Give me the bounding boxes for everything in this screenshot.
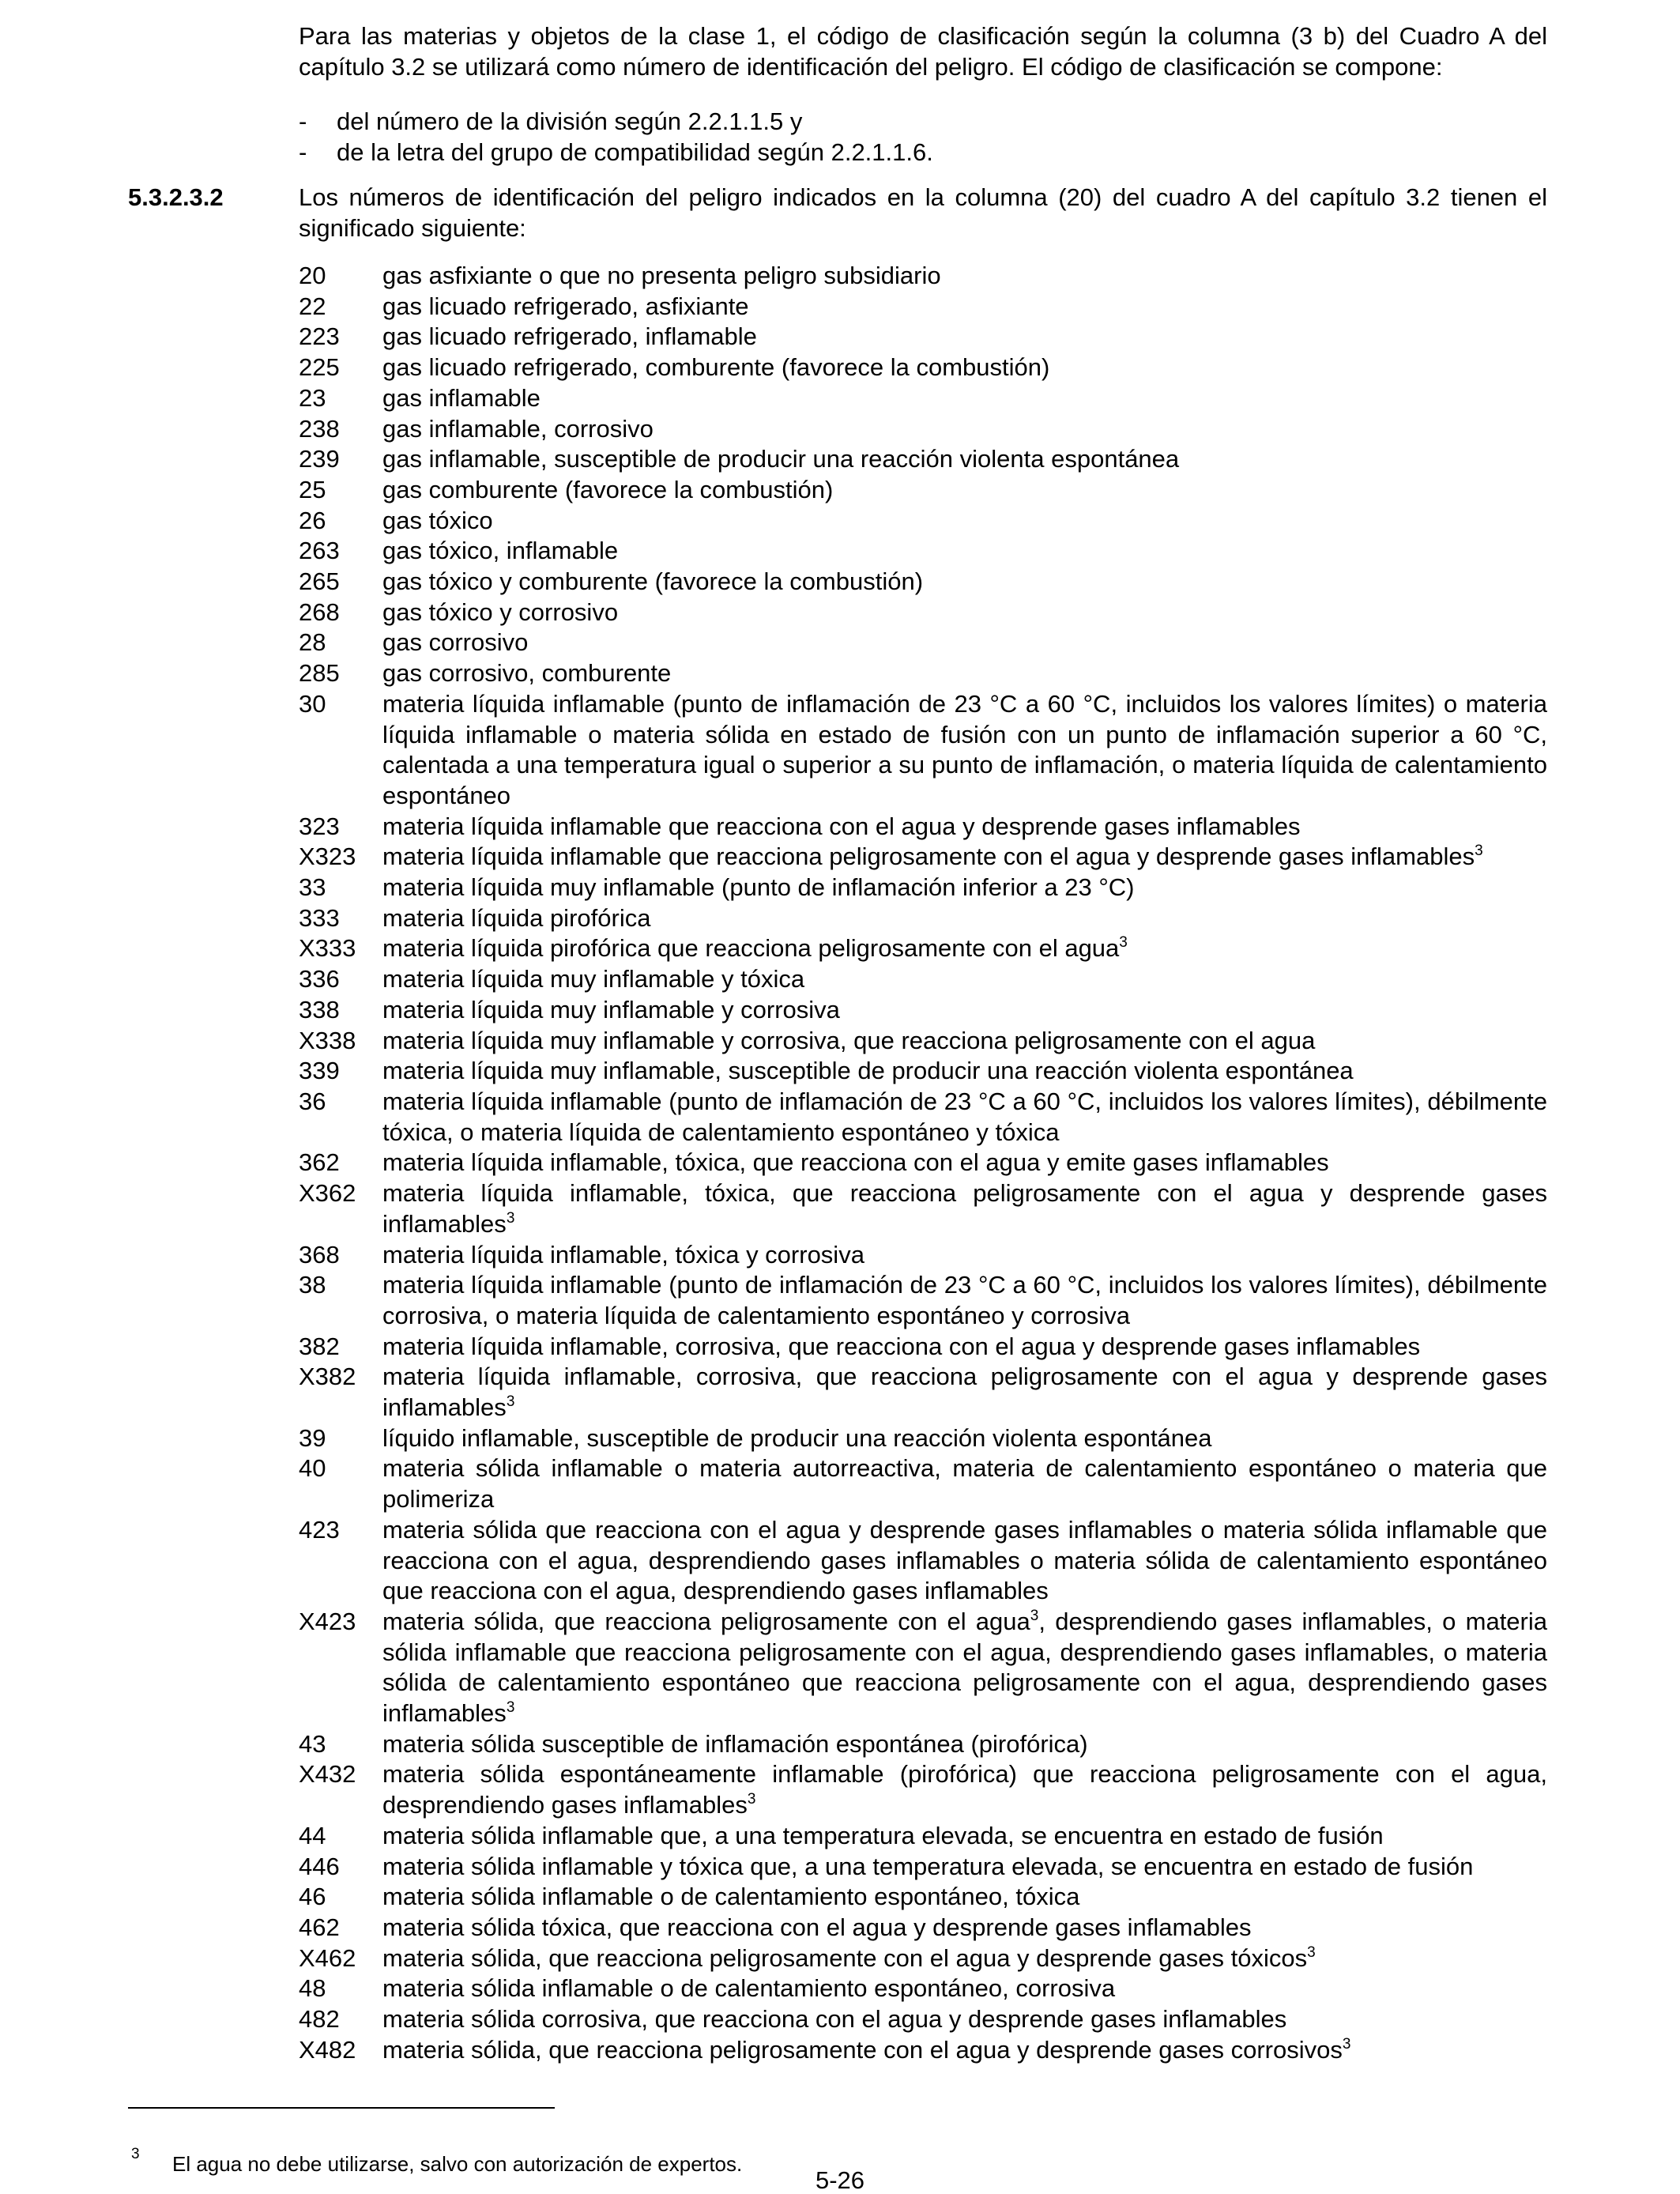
- description-text: gas inflamable, corrosivo: [382, 414, 654, 443]
- hazard-description: [382, 2035, 1547, 2066]
- code-row: [299, 292, 1547, 322]
- code-row: [299, 1821, 1547, 1852]
- description-text: materia líquida muy inflamable y tóxica: [382, 965, 805, 993]
- section-number: 5.3.2.3.2: [128, 183, 224, 211]
- code-row: [299, 1056, 1547, 1087]
- hazard-code: X338: [299, 1026, 356, 1054]
- hazard-code: 44: [299, 1821, 326, 1849]
- hazard-description: [382, 933, 1547, 964]
- code-row: [299, 1913, 1547, 1943]
- description-text: materia sólida inflamable o de calentamiento espontáneo, tóxica: [382, 1883, 1080, 1911]
- hazard-description: [382, 2004, 1547, 2035]
- hazard-code: 36: [299, 1087, 326, 1115]
- hazard-description: [382, 1882, 1547, 1913]
- hazard-code: 268: [299, 598, 340, 626]
- code-row: [299, 1973, 1547, 2004]
- code-row: [299, 2035, 1547, 2066]
- hazard-code: 239: [299, 445, 340, 473]
- hazard-code: 48: [299, 1974, 326, 2003]
- hazard-description: [382, 1913, 1547, 1943]
- hazard-description: [382, 1607, 1547, 1729]
- code-row: [299, 812, 1547, 843]
- hazard-description: [382, 1240, 1547, 1271]
- hazard-description: [382, 658, 1547, 689]
- hazard-code: 46: [299, 1883, 326, 1911]
- description-text: gas asfixiante o que no presenta peligro subsidiario: [382, 262, 941, 289]
- description-text: gas inflamable, susceptible de producir una reacción violenta espontánea: [382, 445, 1180, 473]
- description-text: materia líquida inflamable (punto de inflamación de 23 °C a 60 °C, incluidos los valores límites), débilmente corrosiva, o materia líquida de calentamiento espontáneo y corrosiva: [382, 1271, 1547, 1329]
- description-text: materia sólida corrosiva, que reacciona con el agua y desprende gases inflamables: [382, 2005, 1287, 2034]
- description-text: materia sólida, que reacciona peligrosamente con el agua y desprende gases tóxicos: [382, 1943, 1308, 1972]
- description-text: gas corrosivo: [382, 628, 529, 657]
- hazard-code: X382: [299, 1363, 356, 1391]
- hazard-code: X323: [299, 843, 356, 871]
- description-text: materia líquida inflamable, corrosiva, que reacciona peligrosamente con el agua y desprende gases inflamables: [382, 1363, 1547, 1422]
- hazard-description: [382, 964, 1547, 995]
- hazard-code: 20: [299, 262, 326, 289]
- footnote-mark: 3: [131, 2146, 140, 2162]
- list-item-text: del número de la división según 2.2.1.1.5 y: [337, 107, 803, 135]
- description-text: materia sólida inflamable y tóxica que, a una temperatura elevada, se encuentra en estado de fusión: [382, 1852, 1474, 1880]
- code-row: [299, 1852, 1547, 1883]
- footnote-reference: 3: [1030, 1607, 1039, 1624]
- hazard-code: 362: [299, 1148, 340, 1177]
- description-text: gas tóxico y corrosivo: [382, 598, 619, 626]
- description-text: materia sólida inflamable o materia autorreactiva, materia de calentamiento espontáneo o materia que polimeriza: [382, 1454, 1547, 1514]
- hazard-code: 38: [299, 1271, 326, 1299]
- hazard-description: [382, 444, 1547, 475]
- code-row: [299, 444, 1547, 475]
- description-text: gas licuado refrigerado, inflamable: [382, 322, 757, 351]
- hazard-code: 22: [299, 292, 326, 320]
- description-text: materia sólida, que reacciona peligrosamente con el agua: [382, 1607, 1030, 1635]
- hazard-description: [382, 475, 1547, 506]
- hazard-description: [382, 1148, 1547, 1178]
- hazard-code: 40: [299, 1454, 326, 1483]
- hazard-code: 28: [299, 628, 326, 657]
- footnote-text: El agua no debe utilizarse, salvo con autorización de expertos.: [172, 2152, 743, 2176]
- hazard-description: [382, 1270, 1547, 1331]
- hazard-description: [382, 383, 1547, 414]
- hazard-description: [382, 1759, 1547, 1820]
- list-item: [299, 137, 933, 168]
- hazard-code: 423: [299, 1515, 340, 1544]
- hazard-description: [382, 567, 1547, 598]
- description-text: materia líquida inflamable, tóxica, que reacciona peligrosamente con el agua y desprende gases inflamables: [382, 1179, 1547, 1238]
- hazard-code: 336: [299, 965, 340, 993]
- code-row: [299, 1087, 1547, 1148]
- hazard-description: [382, 628, 1547, 658]
- hazard-code: X423: [299, 1607, 356, 1635]
- code-row: [299, 261, 1547, 292]
- description-text: materia líquida inflamable, corrosiva, que reacciona con el agua y desprende gases inflamables: [382, 1332, 1421, 1360]
- footnote-reference: 3: [1342, 2035, 1351, 2053]
- description-text: gas tóxico y comburente (favorece la combustión): [382, 567, 924, 596]
- code-row: [299, 1178, 1547, 1239]
- hazard-code: 23: [299, 383, 326, 412]
- code-row: [299, 1453, 1547, 1514]
- code-row: [299, 1943, 1547, 1974]
- dash-marker: -: [299, 107, 307, 135]
- intro-paragraph: Para las materias y objetos de la clase 1, el código de clasificación según la columna (3 b) del Cuadro A del capítulo 3.2 se utilizará como número de identificación del peligro. El código de clasificación se compone:: [299, 22, 1547, 81]
- description-text: materia líquida pirofórica que reacciona peligrosamente con el agua: [382, 934, 1120, 963]
- code-row: [299, 506, 1547, 537]
- hazard-description: [382, 414, 1547, 445]
- description-text: materia líquida inflamable que reacciona peligrosamente con el agua y desprende gases inflamables: [382, 843, 1475, 871]
- page-number: 5-26: [815, 2166, 865, 2194]
- hazard-code: 265: [299, 567, 340, 596]
- description-text: gas corrosivo, comburente: [382, 659, 672, 688]
- code-row: [299, 1882, 1547, 1913]
- description-text: gas comburente (favorece la combustión): [382, 475, 834, 503]
- hazard-description: [382, 261, 1547, 292]
- hazard-code: 338: [299, 995, 340, 1023]
- hazard-description: [382, 1087, 1547, 1148]
- hazard-code: 482: [299, 2005, 340, 2034]
- code-row: [299, 842, 1547, 873]
- code-row: [299, 598, 1547, 628]
- hazard-description: [382, 1362, 1547, 1423]
- hazard-code: 446: [299, 1852, 340, 1880]
- description-text: gas tóxico: [382, 506, 493, 534]
- hazard-code: 462: [299, 1913, 340, 1941]
- hazard-description: [382, 536, 1547, 567]
- code-row: [299, 352, 1547, 383]
- hazard-code: X482: [299, 2035, 356, 2064]
- code-row: [299, 658, 1547, 689]
- hazard-code: 39: [299, 1423, 326, 1452]
- code-row: [299, 964, 1547, 995]
- hazard-code: 339: [299, 1057, 340, 1085]
- hazard-description: [382, 1729, 1547, 1760]
- footnote-reference: 3: [1475, 843, 1483, 860]
- code-row: [299, 1362, 1547, 1423]
- hazard-description: [382, 873, 1547, 903]
- hazard-code: 223: [299, 322, 340, 351]
- code-row: [299, 1148, 1547, 1178]
- code-row: [299, 2004, 1547, 2035]
- hazard-code: 25: [299, 475, 326, 503]
- code-row: [299, 414, 1547, 445]
- description-text: materia líquida pirofórica: [382, 903, 651, 932]
- code-row: [299, 322, 1547, 352]
- hazard-description: [382, 506, 1547, 537]
- footnote-reference: 3: [1307, 1943, 1316, 1961]
- description-text: , desprendiendo gases inflamables, o materia sólida inflamable que reacciona peligrosamente con el agua, desprendiendo gases inflamables, o materia sólida de calentamiento espontáneo que reacciona peligrosamente con el agua, desprendiendo gases inflamables: [382, 1607, 1547, 1728]
- footnote-reference: 3: [1119, 934, 1128, 952]
- description-text: materia líquida muy inflamable y corrosiva, que reacciona peligrosamente con el agua: [382, 1026, 1316, 1054]
- description-text: materia líquida inflamable, tóxica, que reacciona con el agua y emite gases inflamables: [382, 1148, 1329, 1177]
- description-text: materia sólida inflamable o de calentamiento espontáneo, corrosiva: [382, 1974, 1116, 2003]
- footnote-reference: 3: [747, 1791, 756, 1808]
- hazard-description: [382, 322, 1547, 352]
- hazard-description: [382, 995, 1547, 1026]
- code-row: [299, 873, 1547, 903]
- code-row: [299, 567, 1547, 598]
- hazard-description: [382, 1178, 1547, 1239]
- hazard-description: [382, 1332, 1547, 1363]
- description-text: materia líquida inflamable, tóxica y corrosiva: [382, 1240, 864, 1269]
- description-text: gas tóxico, inflamable: [382, 537, 619, 565]
- description-text: materia sólida que reacciona con el agua y desprende gases inflamables o materia sólida inflamable que reacciona con el agua, desprendiendo gases inflamables o materia sólida de calentamiento espontáneo que reacciona con el agua, desprendiendo gases inflamables: [382, 1515, 1547, 1605]
- code-row: [299, 903, 1547, 934]
- hazard-description: [382, 1026, 1547, 1057]
- list-item: [299, 106, 933, 137]
- hazard-code: X333: [299, 934, 356, 963]
- hazard-description: [382, 598, 1547, 628]
- description-text: gas inflamable: [382, 383, 541, 412]
- code-row: [299, 1515, 1547, 1607]
- description-text: materia líquida inflamable (punto de inflamación de 23 °C a 60 °C, incluidos los valores límites), débilmente tóxica, o materia líquida de calentamiento espontáneo y tóxica: [382, 1087, 1547, 1146]
- description-text: gas licuado refrigerado, comburente (favorece la combustión): [382, 353, 1050, 382]
- description-text: gas licuado refrigerado, asfixiante: [382, 292, 749, 320]
- hazard-code: 333: [299, 903, 340, 932]
- description-text: materia líquida muy inflamable, susceptible de producir una reacción violenta espontánea: [382, 1057, 1354, 1085]
- hazard-code: X432: [299, 1760, 356, 1789]
- hazard-description: [382, 1943, 1547, 1974]
- description-text: materia líquida muy inflamable y corrosiva: [382, 995, 840, 1023]
- hazard-code: 368: [299, 1240, 340, 1269]
- hazard-code: 225: [299, 353, 340, 382]
- hazard-description: [382, 1056, 1547, 1087]
- hazard-description: [382, 292, 1547, 322]
- footnote-reference: 3: [506, 1209, 515, 1227]
- hazard-code: 30: [299, 689, 326, 718]
- description-text: materia líquida muy inflamable (punto de inflamación inferior a 23 °C): [382, 873, 1135, 902]
- code-row: [299, 933, 1547, 964]
- hazard-code: 285: [299, 659, 340, 688]
- intro-block: [299, 21, 1547, 82]
- hazard-description: [382, 812, 1547, 843]
- code-row: [299, 1423, 1547, 1454]
- description-text: materia sólida inflamable que, a una temperatura elevada, se encuentra en estado de fusión: [382, 1821, 1384, 1849]
- hazard-description: [382, 1973, 1547, 2004]
- intro-dash-list: [299, 106, 933, 168]
- code-row: [299, 995, 1547, 1026]
- code-row: [299, 1270, 1547, 1331]
- hazard-code: X362: [299, 1179, 356, 1208]
- description-text: líquido inflamable, susceptible de producir una reacción violenta espontánea: [382, 1423, 1212, 1452]
- code-row: [299, 1729, 1547, 1760]
- hazard-code: 33: [299, 873, 326, 902]
- code-row: [299, 383, 1547, 414]
- hazard-code: 26: [299, 506, 326, 534]
- description-text: materia líquida inflamable (punto de inflamación de 23 °C a 60 °C, incluidos los valores límites) o materia líquida inflamable o materia sólida en estado de fusión con un punto de inflamación superior a 60 °C, calentada a una temperatura igual o superior a su punto de inflamación, o materia líquida de calentamiento espontáneo: [382, 689, 1547, 809]
- code-row: [299, 1607, 1547, 1729]
- description-text: materia sólida espontáneamente inflamable (pirofórica) que reacciona peligrosamente con el agua, desprendiendo gases inflamables: [382, 1760, 1547, 1819]
- code-row: [299, 628, 1547, 658]
- footnote-divider: [128, 2107, 555, 2109]
- code-row: [299, 1240, 1547, 1271]
- code-row: [299, 1332, 1547, 1363]
- code-row: [299, 475, 1547, 506]
- hazard-description: [382, 903, 1547, 934]
- hazard-description: [382, 1852, 1547, 1883]
- code-row: [299, 1759, 1547, 1820]
- list-item-text: de la letra del grupo de compatibilidad según 2.2.1.1.6.: [337, 138, 933, 166]
- hazard-code: 43: [299, 1729, 326, 1758]
- description-text: materia sólida, que reacciona peligrosamente con el agua y desprende gases corrosivos: [382, 2035, 1343, 2064]
- description-text: materia sólida susceptible de inflamación espontánea (pirofórica): [382, 1729, 1088, 1758]
- hazard-code-list: [299, 261, 1547, 2065]
- hazard-code: 238: [299, 414, 340, 443]
- hazard-description: [382, 689, 1547, 812]
- code-row: [299, 689, 1547, 812]
- code-row: [299, 536, 1547, 567]
- hazard-code: X462: [299, 1943, 356, 1972]
- dash-marker: -: [299, 138, 307, 166]
- footnote-reference: 3: [506, 1393, 515, 1411]
- hazard-description: [382, 1515, 1547, 1607]
- description-text: materia sólida tóxica, que reacciona con el agua y desprende gases inflamables: [382, 1913, 1252, 1941]
- hazard-description: [382, 352, 1547, 383]
- code-row: [299, 1026, 1547, 1057]
- description-text: materia líquida inflamable que reacciona con el agua y desprende gases inflamables: [382, 812, 1301, 840]
- hazard-description: [382, 1453, 1547, 1514]
- hazard-description: [382, 1821, 1547, 1852]
- hazard-description: [382, 842, 1547, 873]
- hazard-description: [382, 1423, 1547, 1454]
- footnote-reference: 3: [506, 1699, 515, 1717]
- hazard-code: 382: [299, 1332, 340, 1360]
- section-text: Los números de identificación del peligro indicados en la columna (20) del cuadro A del capítulo 3.2 tienen el significado siguiente:: [299, 183, 1547, 242]
- hazard-code: 323: [299, 812, 340, 840]
- hazard-code: 263: [299, 537, 340, 565]
